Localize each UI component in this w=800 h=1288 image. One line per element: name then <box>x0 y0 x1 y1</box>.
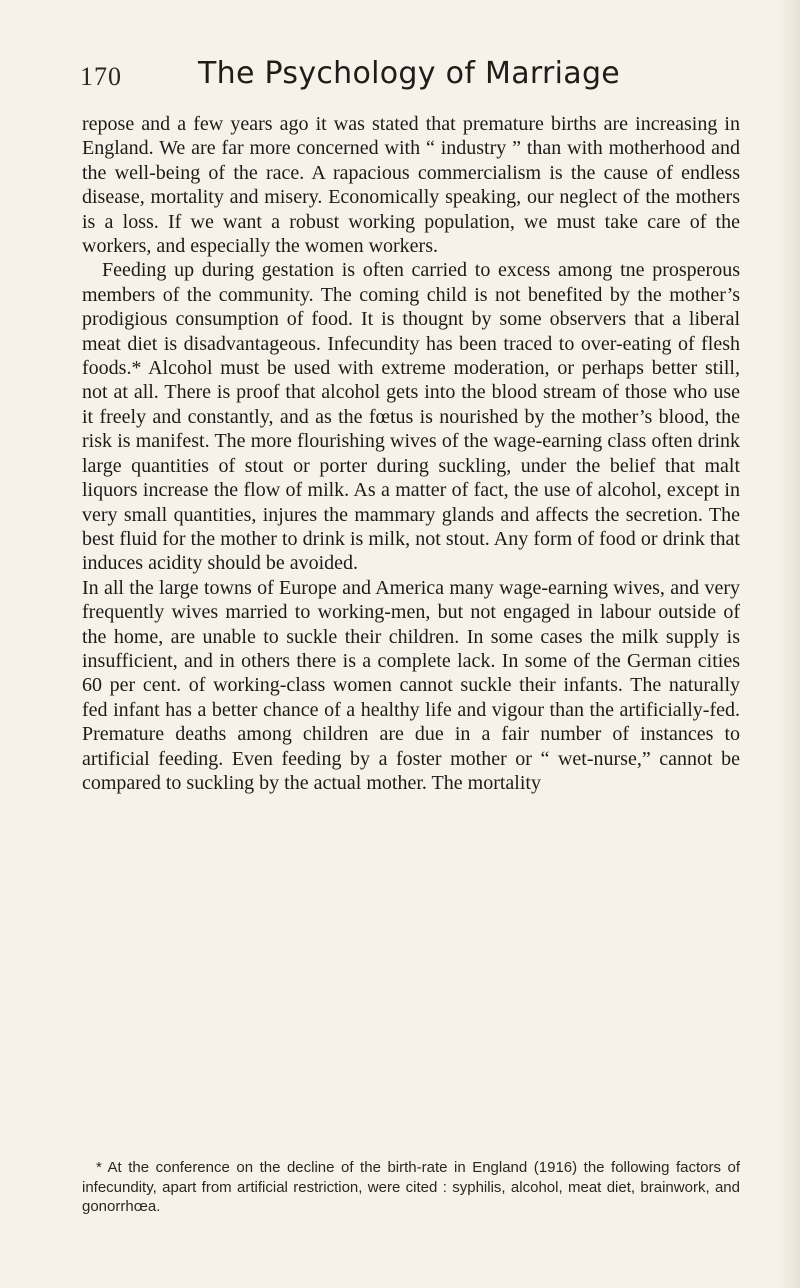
paragraph-3: In all the large towns of Europe and America many wage-earning wives, and very frequently wives married to working-men, but not engaged in labour outside of the home, are unable to suckle their children. In some cases the milk supply is insufficient, and in others there is a complete lack. In some of the German cities 60 per cent. of working-class women cannot suckle their infants. The naturally fed infant has a better chance of a healthy life and vigour than the artificially-fed. Premature deaths among children are due in a fair number of instances to artificial feeding. Even feeding by a foster mother or “ wet-nurse,” cannot be compared to suckling by the actual mother. The mortality <box>82 576 740 794</box>
footnote: * At the conference on the decline of the birth-rate in England (1916) the following factors of infecundity, apart from artificial restriction, were cited : syphilis, alcohol, meat diet, brainwork, and gonorrhœa. <box>82 1159 740 1215</box>
page-edge-shadow <box>778 0 800 1288</box>
paragraph-1: repose and a few years ago it was stated that premature births are increasing in England. We are far more concerned with “ industry ” than with motherhood and the well-being of the race. A rapacious commercialism is the cause of endless disease, mortality and misery. Economically speaking, our neglect of the mothers is a loss. If we want a robust working population, we must take care of the workers, and especially the women workers. <box>82 113 740 258</box>
body-text <box>82 112 740 795</box>
running-head <box>80 56 760 100</box>
paragraph-2: Feeding up during gestation is often carried to excess among tne prosperous members of the community. The coming child is not benefited by the mother’s prodigious consumption of food. It is thougnt by some observers that a liberal meat diet is disadvantageous. Infecundity has been traced to over-eating of flesh foods.* Alcohol must be used with extreme moderation, or perhaps better still, not at all. There is proof that alcohol gets into the blood stream of those who use it freely and constantly, and as the fœtus is nourished by the mother’s blood, the risk is manifest. The more flourishing wives of the wage-earning class often drink large quantities of stout or porter during suckling, under the belief that malt liquors increase the flow of milk. As a matter of fact, the use of alcohol, except in very small quantities, injures the mammary glands and affects the secretion. The best fluid for the mother to drink is milk, not stout. Any form of food or drink that induces acidity should be avoided. <box>82 259 740 575</box>
running-title: The Psychology of Marriage <box>198 56 621 91</box>
page-number: 170 <box>80 62 122 91</box>
